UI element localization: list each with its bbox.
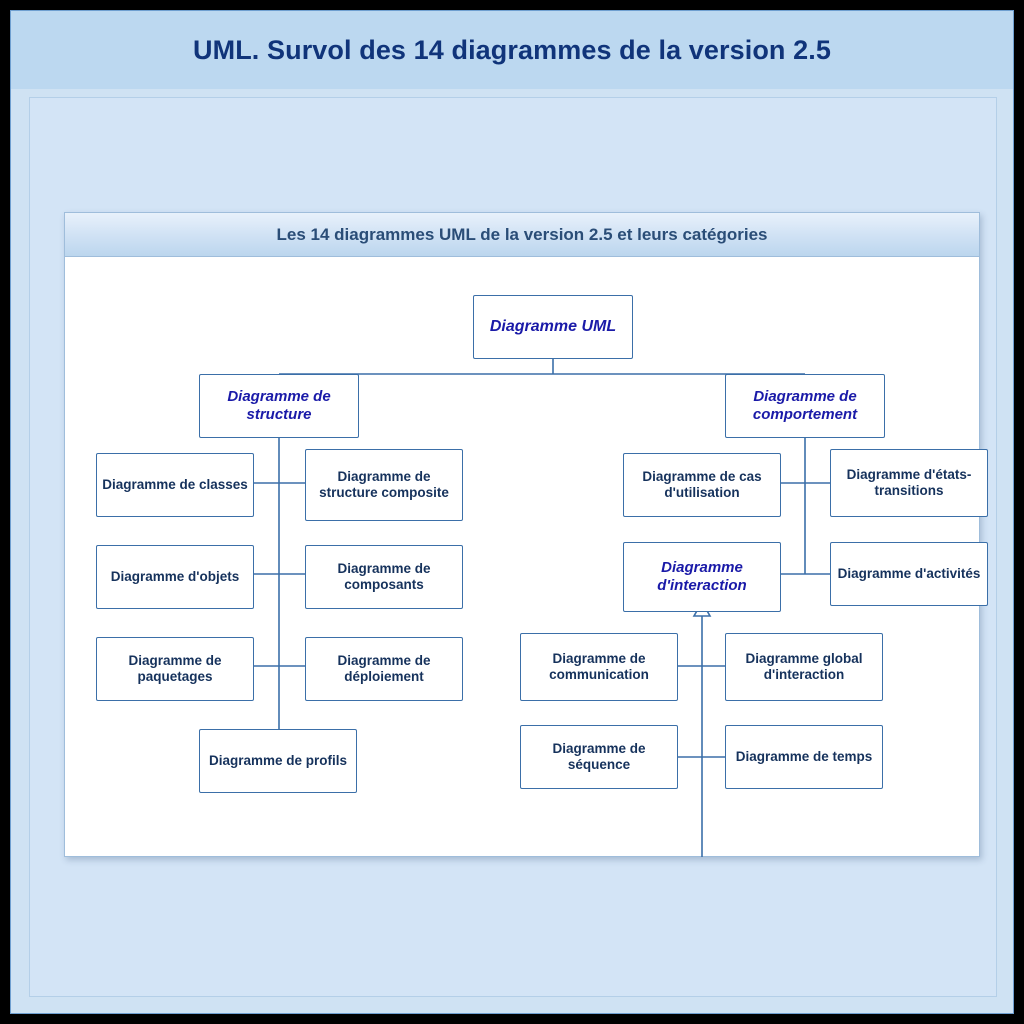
node-diagramme-de-classes[interactable]: Diagramme de classes: [96, 453, 254, 517]
node-diagramme-dactivites[interactable]: Diagramme d'activités: [830, 542, 988, 606]
page-background: [10, 10, 1014, 1014]
diagram-card: [64, 212, 980, 857]
node-diagramme-global-dinteraction[interactable]: Diagramme global d'interaction: [725, 633, 883, 701]
diagram-card-header: [65, 213, 979, 257]
node-diagramme-de-cas-dutilisation[interactable]: Diagramme de cas d'utilisation: [623, 453, 781, 517]
page-title: UML. Survol des 14 diagrammes de la version 2.5: [193, 34, 831, 65]
title-band: [11, 11, 1013, 89]
node-diagramme-de-deploiement[interactable]: Diagramme de déploiement: [305, 637, 463, 701]
node-diagramme-de-temps[interactable]: Diagramme de temps: [725, 725, 883, 789]
node-diagramme-de-sequence[interactable]: Diagramme de séquence: [520, 725, 678, 789]
node-diagramme-de-profils[interactable]: Diagramme de profils: [199, 729, 357, 793]
node-diagramme-de-structure[interactable]: Diagramme de structure: [199, 374, 359, 438]
node-diagramme-dobjets[interactable]: Diagramme d'objets: [96, 545, 254, 609]
node-diagramme-de-structure-composite[interactable]: Diagramme de structure composite: [305, 449, 463, 521]
diagram-canvas: [65, 257, 981, 857]
node-diagramme-de-communication[interactable]: Diagramme de communication: [520, 633, 678, 701]
content-panel: [29, 97, 997, 997]
node-diagramme-de-comportement[interactable]: Diagramme de comportement: [725, 374, 885, 438]
diagram-card-title: Les 14 diagrammes UML de la version 2.5 et leurs catégories: [276, 224, 768, 244]
node-diagramme-uml[interactable]: Diagramme UML: [473, 295, 633, 359]
node-diagramme-de-paquetages[interactable]: Diagramme de paquetages: [96, 637, 254, 701]
node-diagramme-detats-transitions[interactable]: Diagramme d'états-transitions: [830, 449, 988, 517]
node-diagramme-dinteraction[interactable]: Diagramme d'interaction: [623, 542, 781, 612]
node-diagramme-de-composants[interactable]: Diagramme de composants: [305, 545, 463, 609]
